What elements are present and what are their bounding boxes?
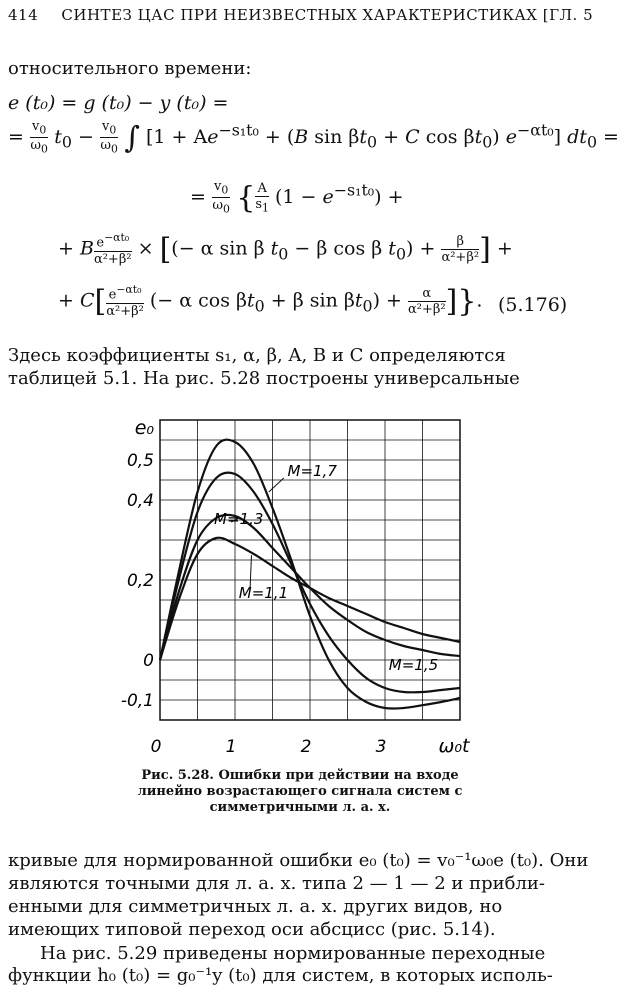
running-title: СИНТЕЗ ЦАС ПРИ НЕИЗВЕСТНЫХ ХАРАКТЕРИСТИКАХ [ГЛ. 5 <box>61 6 594 24</box>
paragraph-line: функции h₀ (t₀) = g₀⁻¹y (t₀) для систем, в которых исполь- <box>8 965 553 986</box>
caption-line: симметричными л. а. х. <box>209 800 391 815</box>
equation-line-2: = $\frac{v_0}{\omega_0}$ $t_0$ − $\frac{v_0}{\omega_0}$ ∫ [$1 + Ae^{-s_1t_0} + (B$ $\sin \beta t_0 + C$ $\cos \beta t_0$) $e^{-\alpha t_0}$] $dt_0$ = <box>8 119 619 157</box>
equation-line-4: + B $\frac{e^{-\alpha t_0}}{\text{α²+β²}}$ × [(− α sin β $t_0 - \beta$ cos β $t_0$) + $\frac{\beta}{\text{α²+β²}}$ ] + <box>58 231 513 267</box>
paragraph-line: имеющих типовой переход оси абсцисс (рис. 5.14). <box>8 919 496 940</box>
paragraph-line: являются точными для л. а. х. типа 2 — 1 — 2 и прибли- <box>8 873 546 894</box>
y-tick-label: 0,2 <box>126 571 154 591</box>
x-tick-label: 2 <box>300 737 312 757</box>
y-tick-label: 0,5 <box>126 451 154 471</box>
paragraph-line: На рис. 5.29 приведены нормированные переходные <box>40 943 546 964</box>
series-label: M=1,3 <box>214 510 264 528</box>
y-tick-label: -0,1 <box>120 691 154 711</box>
series-label: M=1,7 <box>287 462 337 480</box>
y-axis-label: e₀ <box>134 417 154 439</box>
equation-line-1: e (t₀) = g (t₀) − y (t₀) = <box>8 92 229 114</box>
running-header <box>8 6 593 24</box>
paragraph-line: енными для симметричных л. а. х. других видов, но <box>8 896 503 917</box>
paragraph-line: таблицей 5.1. На рис. 5.28 построены универсальные <box>8 368 520 389</box>
x-tick-label: 1 <box>225 737 237 757</box>
figure-5-28-chart <box>110 410 490 765</box>
intro-text: относительного времени: <box>8 58 252 79</box>
series-label: M=1,5 <box>388 656 439 674</box>
y-tick-label: 0,4 <box>126 491 154 511</box>
y-tick-label: 0 <box>143 651 154 671</box>
x-axis-label: ω₀t <box>438 735 470 757</box>
x-tick-label: 0 <box>150 737 162 757</box>
x-tick-label: 3 <box>375 737 387 757</box>
paragraph-line: кривые для нормированной ошибки e₀ (t₀) = v₀⁻¹ω₀e (t₀). Они <box>8 850 589 871</box>
equation-number: (5.176) <box>498 294 568 316</box>
series-label: M=1,1 <box>238 584 289 602</box>
paragraph-line: Здесь коэффициенты s₁, α, β, A, B и C определяются <box>8 345 506 366</box>
equation-line-5: + C[ $\frac{e^{-\alpha t_0}}{\text{α²+β²}}$ (− α $\cos \beta t_0 + \beta$ $\sin \beta t_0$) + $\frac{\alpha}{\text{α²+β²}}$ ]}. <box>58 283 483 319</box>
caption-line: Рис. 5.28. Ошибки при действии на входе <box>141 768 459 783</box>
caption-line: линейно возрастающего сигнала систем с <box>137 784 463 799</box>
page-number: 414 <box>8 6 39 24</box>
equation-line-3: = $\frac{v_0}{\omega_0}$ { $\frac{A}{s_1}$ $(1 - e^{-s_1t_0})$ + <box>190 179 404 217</box>
figure-caption <box>0 768 600 816</box>
